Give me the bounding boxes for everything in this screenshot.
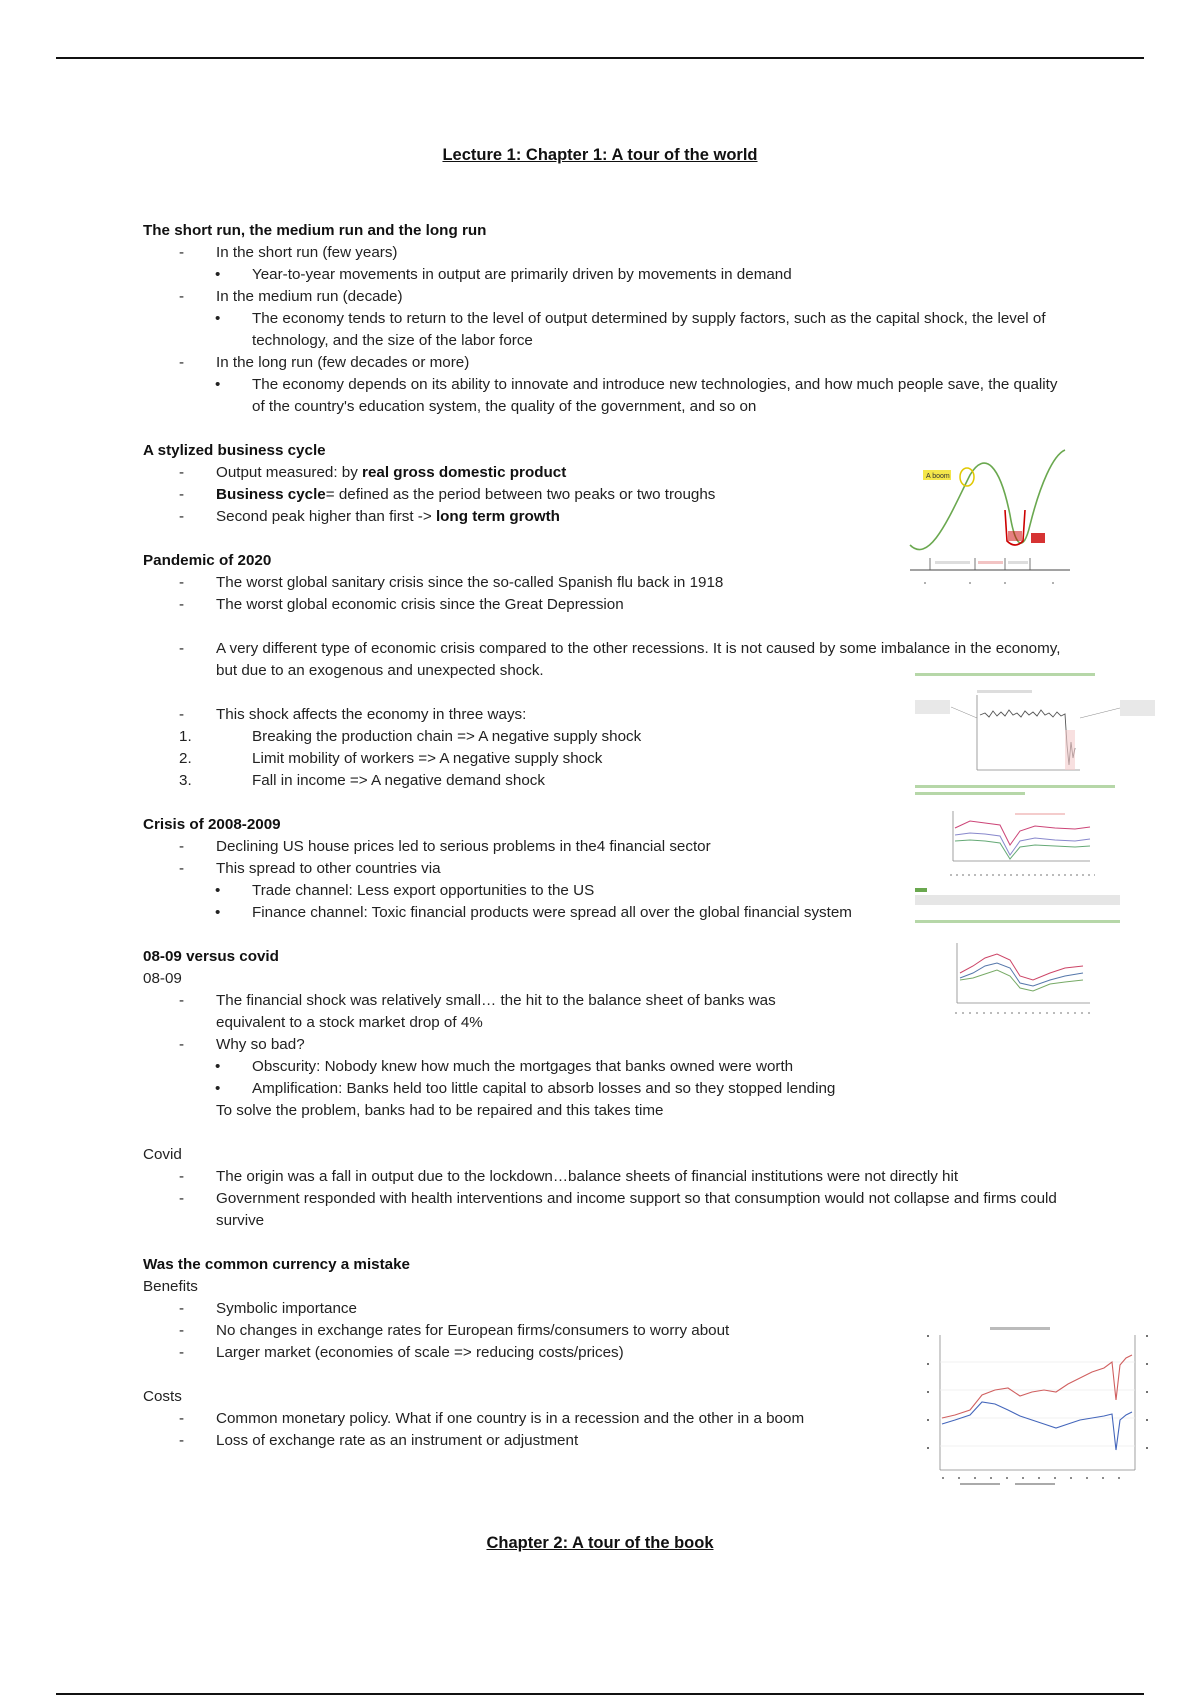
numbered-item: 1. Breaking the production chain => A negative supply shock (179, 728, 642, 745)
list-item: - Second peak higher than first -> long term growth (179, 508, 560, 525)
chapter-2-title: Chapter 2: A tour of the book (486, 1534, 714, 1552)
label-0809: 08-09 (143, 970, 182, 987)
heading-business-cycle: A stylized business cycle (143, 442, 326, 459)
heading-runs: The short run, the medium run and the long run (143, 222, 487, 239)
list-item: • The economy depends on its ability to innovate and introduce new technologies, and how much people save, the quality of the country's education system, the quality of the government, and so on (215, 376, 1058, 415)
list-item: • The economy tends to return to the level of output determined by supply factors, such as the capital shock, the level of technology, and the size of the labor force (215, 310, 1046, 349)
list-item: - Why so bad? (179, 1036, 305, 1053)
list-item: - Common monetary policy. What if one country is in a recession and the other in a boom (179, 1410, 805, 1427)
figure-label-boom: A boom (926, 473, 950, 480)
consumption-lockdown-figure (915, 670, 1155, 780)
numbered-item: 3. Fall in income => A negative demand shock (179, 772, 545, 789)
list-item: - In the medium run (decade) (179, 288, 403, 305)
list-item: - Symbolic importance (179, 1300, 357, 1317)
house-prices-figure (915, 918, 1125, 1018)
list-item: • Obscurity: Nobody knew how much the mortgages that banks owned were worth (215, 1058, 794, 1075)
list-item: - Business cycle= defined as the period between two peaks or two troughs (179, 486, 716, 503)
list-item: - A very different type of economic crisis compared to the other recessions. It is not caused by some imbalance in the economy, but due to an exogenous and unexpected shock. (179, 640, 1061, 679)
list-item: - In the long run (few decades or more) (179, 354, 470, 371)
page-title: Lecture 1: Chapter 1: A tour of the world (442, 146, 758, 164)
list-item: - This spread to other countries via (179, 860, 441, 877)
business-cycle-figure (905, 445, 1075, 585)
gdp-real-terms-figure (920, 1320, 1155, 1490)
list-item: - Larger market (economies of scale => reducing costs/prices) (179, 1344, 624, 1361)
list-item: - This shock affects the economy in three ways: (179, 706, 527, 723)
heading-pandemic: Pandemic of 2020 (143, 552, 272, 569)
footer-rule (56, 1693, 1144, 1695)
header-rule (56, 57, 1144, 59)
heading-crisis: Crisis of 2008-2009 (143, 816, 281, 833)
label-covid: Covid (143, 1146, 182, 1163)
list-item: - Government responded with health interventions and income support so that consumption would not collapse and firms could survive (179, 1190, 1057, 1229)
list-item: - The worst global economic crisis since the Great Depression (179, 596, 624, 613)
list-item: - The financial shock was relatively small… the hit to the balance sheet of banks was equivalent to a stock market drop of 4% (179, 992, 776, 1031)
list-item: • Trade channel: Less export opportunities to the US (215, 882, 595, 899)
list-item: - Declining US house prices led to serious problems in the4 financial sector (179, 838, 711, 855)
list-item: - Output measured: by real gross domestic product (179, 464, 567, 481)
numbered-item: 2. Limit mobility of workers => A negative supply shock (179, 750, 603, 767)
list-item: • Year-to-year movements in output are primarily driven by movements in demand (215, 266, 792, 283)
list-item: - The origin was a fall in output due to the lockdown…balance sheets of financial institutions were not directly hit (179, 1168, 959, 1185)
list-item: • Amplification: Banks held too little capital to absorb losses and so they stopped lending (215, 1080, 836, 1097)
label-benefits: Benefits (143, 1278, 198, 1295)
heading-versus: 08-09 versus covid (143, 948, 279, 965)
list-item: - The worst global sanitary crisis since the so-called Spanish flu back in 1918 (179, 574, 724, 591)
list-item: - Loss of exchange rate as an instrument or adjustment (179, 1432, 579, 1449)
output-growth-figure (915, 783, 1135, 908)
label-costs: Costs (143, 1388, 182, 1405)
list-item: - No changes in exchange rates for European firms/consumers to worry about (179, 1322, 730, 1339)
conclusion: To solve the problem, banks had to be repaired and this takes time (216, 1102, 664, 1119)
list-item: • Finance channel: Toxic financial products were spread all over the global financial system (215, 904, 852, 921)
heading-currency: Was the common currency a mistake (143, 1256, 411, 1273)
list-item: - In the short run (few years) (179, 244, 398, 261)
